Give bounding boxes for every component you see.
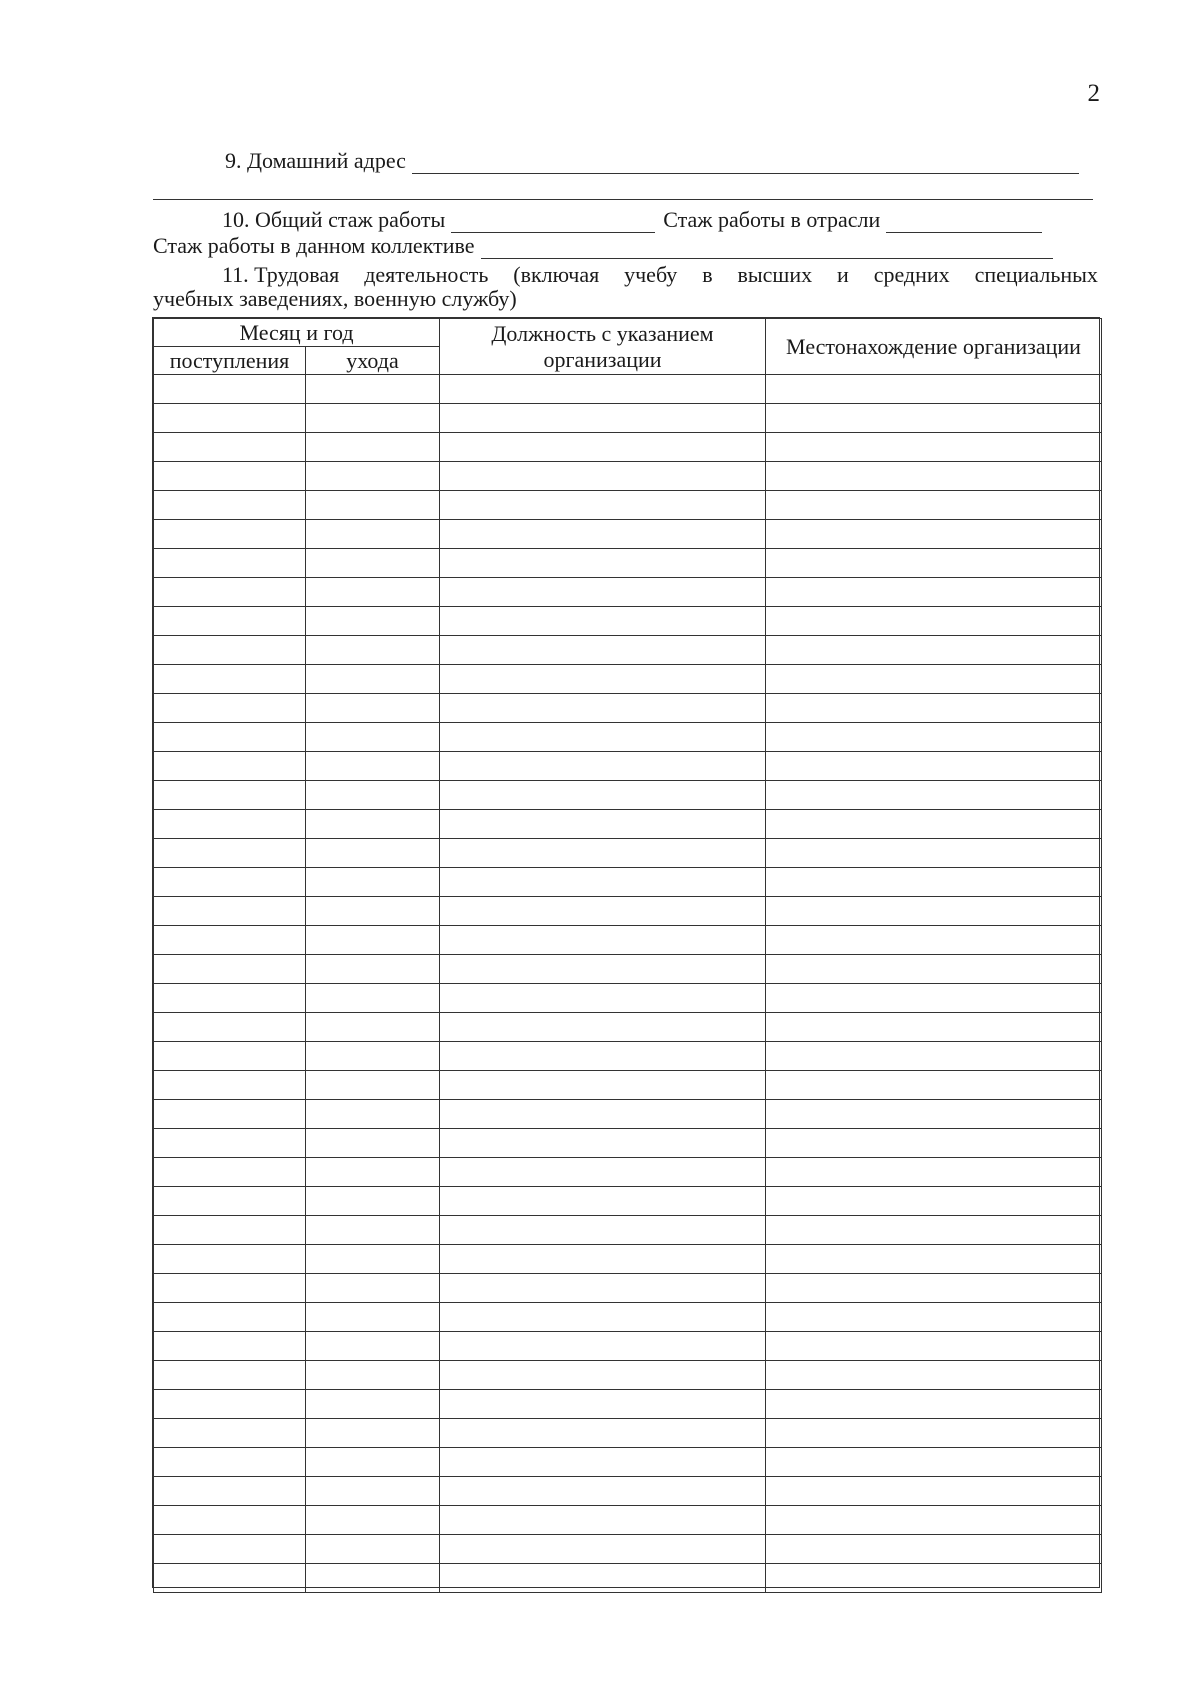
exit-date-cell[interactable] bbox=[306, 462, 440, 491]
entry-date-cell[interactable] bbox=[154, 636, 306, 665]
position-cell[interactable] bbox=[440, 1448, 766, 1477]
exit-date-cell[interactable] bbox=[306, 1013, 440, 1042]
location-cell[interactable] bbox=[766, 1303, 1102, 1332]
exit-date-cell[interactable] bbox=[306, 868, 440, 897]
position-cell[interactable] bbox=[440, 1245, 766, 1274]
table-row bbox=[154, 1042, 1102, 1071]
entry-date-cell[interactable] bbox=[154, 1274, 306, 1303]
table-row bbox=[154, 752, 1102, 781]
exit-date-cell[interactable] bbox=[306, 665, 440, 694]
entry-date-cell[interactable] bbox=[154, 781, 306, 810]
location-cell[interactable] bbox=[766, 955, 1102, 984]
exit-date-cell[interactable] bbox=[306, 926, 440, 955]
position-cell[interactable] bbox=[440, 1390, 766, 1419]
position-cell[interactable] bbox=[440, 1129, 766, 1158]
location-cell[interactable] bbox=[766, 491, 1102, 520]
header-exit: ухода bbox=[306, 347, 440, 375]
entry-date-cell[interactable] bbox=[154, 1158, 306, 1187]
home-address-label: 9. Домашний адрес bbox=[225, 148, 406, 173]
exit-date-cell[interactable] bbox=[306, 578, 440, 607]
location-cell[interactable] bbox=[766, 868, 1102, 897]
position-cell[interactable] bbox=[440, 781, 766, 810]
position-cell[interactable] bbox=[440, 1100, 766, 1129]
work-history-body bbox=[154, 375, 1102, 1593]
table-row bbox=[154, 868, 1102, 897]
page-number: 2 bbox=[1087, 80, 1100, 107]
table-row bbox=[154, 1187, 1102, 1216]
entry-date-cell[interactable] bbox=[154, 462, 306, 491]
word: 11. Трудовая bbox=[222, 262, 340, 287]
table-row bbox=[154, 520, 1102, 549]
entry-date-cell[interactable] bbox=[154, 491, 306, 520]
location-cell[interactable] bbox=[766, 404, 1102, 433]
table-row bbox=[154, 723, 1102, 752]
entry-date-cell[interactable] bbox=[154, 1448, 306, 1477]
entry-date-cell[interactable] bbox=[154, 1303, 306, 1332]
entry-date-cell[interactable] bbox=[154, 665, 306, 694]
work-history-table-container bbox=[152, 317, 1100, 1588]
position-cell[interactable] bbox=[440, 433, 766, 462]
industry-experience-label: Стаж работы в отрасли bbox=[663, 207, 881, 232]
entry-date-cell[interactable] bbox=[154, 1129, 306, 1158]
table-row bbox=[154, 607, 1102, 636]
location-cell[interactable] bbox=[766, 1042, 1102, 1071]
exit-date-cell[interactable] bbox=[306, 1042, 440, 1071]
exit-date-cell[interactable] bbox=[306, 1332, 440, 1361]
exit-date-cell[interactable] bbox=[306, 1303, 440, 1332]
position-cell[interactable] bbox=[440, 1187, 766, 1216]
exit-date-cell[interactable] bbox=[306, 1071, 440, 1100]
table-row bbox=[154, 926, 1102, 955]
location-cell[interactable] bbox=[766, 984, 1102, 1013]
table-row bbox=[154, 1158, 1102, 1187]
entry-date-cell[interactable] bbox=[154, 1506, 306, 1535]
collective-experience-field[interactable] bbox=[481, 238, 1053, 259]
location-cell[interactable] bbox=[766, 1419, 1102, 1448]
location-cell[interactable] bbox=[766, 1100, 1102, 1129]
table-row bbox=[154, 1564, 1102, 1593]
word: (включая bbox=[513, 262, 600, 287]
home-address-row bbox=[225, 148, 1079, 174]
entry-date-cell[interactable] bbox=[154, 984, 306, 1013]
entry-date-cell[interactable] bbox=[154, 1361, 306, 1390]
location-cell[interactable] bbox=[766, 1390, 1102, 1419]
table-row bbox=[154, 1361, 1102, 1390]
location-cell[interactable] bbox=[766, 723, 1102, 752]
position-cell[interactable] bbox=[440, 1477, 766, 1506]
position-cell[interactable] bbox=[440, 1013, 766, 1042]
table-row bbox=[154, 1390, 1102, 1419]
table-row bbox=[154, 1506, 1102, 1535]
location-cell[interactable] bbox=[766, 1013, 1102, 1042]
table-row bbox=[154, 549, 1102, 578]
exit-date-cell[interactable] bbox=[306, 1477, 440, 1506]
entry-date-cell[interactable] bbox=[154, 897, 306, 926]
position-cell[interactable] bbox=[440, 955, 766, 984]
exit-date-cell[interactable] bbox=[306, 1274, 440, 1303]
location-cell[interactable] bbox=[766, 578, 1102, 607]
exit-date-cell[interactable] bbox=[306, 955, 440, 984]
position-cell[interactable] bbox=[440, 462, 766, 491]
table-row bbox=[154, 1535, 1102, 1564]
entry-date-cell[interactable] bbox=[154, 1564, 306, 1593]
location-cell[interactable] bbox=[766, 549, 1102, 578]
table-row bbox=[154, 491, 1102, 520]
location-cell[interactable] bbox=[766, 926, 1102, 955]
position-cell[interactable] bbox=[440, 1506, 766, 1535]
position-cell[interactable] bbox=[440, 1071, 766, 1100]
home-address-field[interactable] bbox=[412, 153, 1079, 174]
word: специальных bbox=[974, 262, 1098, 287]
entry-date-cell[interactable] bbox=[154, 1419, 306, 1448]
table-row bbox=[154, 1129, 1102, 1158]
table-row bbox=[154, 404, 1102, 433]
table-row bbox=[154, 462, 1102, 491]
table-row bbox=[154, 636, 1102, 665]
table-row bbox=[154, 1100, 1102, 1129]
table-row bbox=[154, 984, 1102, 1013]
exit-date-cell[interactable] bbox=[306, 549, 440, 578]
location-cell[interactable] bbox=[766, 1245, 1102, 1274]
position-cell[interactable] bbox=[440, 984, 766, 1013]
exit-date-cell[interactable] bbox=[306, 752, 440, 781]
location-cell[interactable] bbox=[766, 694, 1102, 723]
table-row bbox=[154, 1303, 1102, 1332]
exit-date-cell[interactable] bbox=[306, 1448, 440, 1477]
location-cell[interactable] bbox=[766, 1361, 1102, 1390]
exit-date-cell[interactable] bbox=[306, 1506, 440, 1535]
collective-experience-row bbox=[153, 233, 1053, 259]
location-cell[interactable] bbox=[766, 1274, 1102, 1303]
location-cell[interactable] bbox=[766, 752, 1102, 781]
entry-date-cell[interactable] bbox=[154, 404, 306, 433]
position-cell[interactable] bbox=[440, 1535, 766, 1564]
position-cell[interactable] bbox=[440, 404, 766, 433]
position-cell[interactable] bbox=[440, 520, 766, 549]
word: высших bbox=[737, 262, 813, 287]
home-address-continuation-line[interactable] bbox=[153, 199, 1093, 200]
entry-date-cell[interactable] bbox=[154, 578, 306, 607]
table-row bbox=[154, 1245, 1102, 1274]
position-cell[interactable] bbox=[440, 375, 766, 404]
entry-date-cell[interactable] bbox=[154, 1187, 306, 1216]
exit-date-cell[interactable] bbox=[306, 1158, 440, 1187]
location-cell[interactable] bbox=[766, 375, 1102, 404]
labor-activity-line1 bbox=[153, 263, 1098, 287]
header-month-year: Месяц и год bbox=[154, 319, 440, 347]
entry-date-cell[interactable] bbox=[154, 839, 306, 868]
position-cell[interactable] bbox=[440, 1361, 766, 1390]
position-cell[interactable] bbox=[440, 1419, 766, 1448]
entry-date-cell[interactable] bbox=[154, 1013, 306, 1042]
industry-experience-field[interactable] bbox=[886, 212, 1042, 233]
table-row bbox=[154, 375, 1102, 404]
work-history-table bbox=[153, 318, 1102, 1593]
position-cell[interactable] bbox=[440, 491, 766, 520]
position-cell[interactable] bbox=[440, 636, 766, 665]
exit-date-cell[interactable] bbox=[306, 636, 440, 665]
location-cell[interactable] bbox=[766, 636, 1102, 665]
position-cell[interactable] bbox=[440, 1042, 766, 1071]
table-row bbox=[154, 781, 1102, 810]
entry-date-cell[interactable] bbox=[154, 1042, 306, 1071]
location-cell[interactable] bbox=[766, 1158, 1102, 1187]
location-cell[interactable] bbox=[766, 665, 1102, 694]
word: учебу bbox=[624, 262, 678, 287]
position-cell[interactable] bbox=[440, 1303, 766, 1332]
table-row bbox=[154, 1071, 1102, 1100]
header-location: Местонахождение организации bbox=[766, 319, 1102, 375]
entry-date-cell[interactable] bbox=[154, 1245, 306, 1274]
entry-date-cell[interactable] bbox=[154, 723, 306, 752]
word: средних bbox=[873, 262, 950, 287]
position-cell[interactable] bbox=[440, 549, 766, 578]
header-position: Должность с указанием организации bbox=[440, 319, 766, 375]
position-cell[interactable] bbox=[440, 810, 766, 839]
work-experience-row bbox=[222, 207, 1042, 233]
table-row bbox=[154, 839, 1102, 868]
position-cell[interactable] bbox=[440, 1564, 766, 1593]
entry-date-cell[interactable] bbox=[154, 1100, 306, 1129]
location-cell[interactable] bbox=[766, 433, 1102, 462]
entry-date-cell[interactable] bbox=[154, 549, 306, 578]
word: деятельность bbox=[364, 262, 489, 287]
entry-date-cell[interactable] bbox=[154, 810, 306, 839]
table-row bbox=[154, 1477, 1102, 1506]
entry-date-cell[interactable] bbox=[154, 1477, 306, 1506]
word: в bbox=[702, 262, 713, 287]
exit-date-cell[interactable] bbox=[306, 1100, 440, 1129]
position-cell[interactable] bbox=[440, 926, 766, 955]
labor-activity-heading bbox=[153, 263, 1098, 311]
location-cell[interactable] bbox=[766, 607, 1102, 636]
location-cell[interactable] bbox=[766, 810, 1102, 839]
position-cell[interactable] bbox=[440, 1332, 766, 1361]
table-row bbox=[154, 1419, 1102, 1448]
exit-date-cell[interactable] bbox=[306, 375, 440, 404]
location-cell[interactable] bbox=[766, 1216, 1102, 1245]
exit-date-cell[interactable] bbox=[306, 897, 440, 926]
location-cell[interactable] bbox=[766, 1448, 1102, 1477]
location-cell[interactable] bbox=[766, 1332, 1102, 1361]
exit-date-cell[interactable] bbox=[306, 520, 440, 549]
entry-date-cell[interactable] bbox=[154, 1071, 306, 1100]
location-cell[interactable] bbox=[766, 520, 1102, 549]
entry-date-cell[interactable] bbox=[154, 926, 306, 955]
exit-date-cell[interactable] bbox=[306, 1216, 440, 1245]
total-experience-label: 10. Общий стаж работы bbox=[222, 207, 446, 232]
table-row bbox=[154, 694, 1102, 723]
entry-date-cell[interactable] bbox=[154, 752, 306, 781]
position-cell[interactable] bbox=[440, 1158, 766, 1187]
position-cell[interactable] bbox=[440, 1216, 766, 1245]
table-row bbox=[154, 810, 1102, 839]
entry-date-cell[interactable] bbox=[154, 520, 306, 549]
entry-date-cell[interactable] bbox=[154, 694, 306, 723]
location-cell[interactable] bbox=[766, 781, 1102, 810]
entry-date-cell[interactable] bbox=[154, 868, 306, 897]
table-row bbox=[154, 955, 1102, 984]
entry-date-cell[interactable] bbox=[154, 607, 306, 636]
entry-date-cell[interactable] bbox=[154, 1332, 306, 1361]
exit-date-cell[interactable] bbox=[306, 723, 440, 752]
exit-date-cell[interactable] bbox=[306, 1390, 440, 1419]
exit-date-cell[interactable] bbox=[306, 694, 440, 723]
exit-date-cell[interactable] bbox=[306, 1187, 440, 1216]
exit-date-cell[interactable] bbox=[306, 491, 440, 520]
position-cell[interactable] bbox=[440, 897, 766, 926]
location-cell[interactable] bbox=[766, 1071, 1102, 1100]
table-row bbox=[154, 1274, 1102, 1303]
exit-date-cell[interactable] bbox=[306, 781, 440, 810]
position-cell[interactable] bbox=[440, 578, 766, 607]
location-cell[interactable] bbox=[766, 1506, 1102, 1535]
exit-date-cell[interactable] bbox=[306, 839, 440, 868]
location-cell[interactable] bbox=[766, 1477, 1102, 1506]
position-cell[interactable] bbox=[440, 694, 766, 723]
table-row bbox=[154, 578, 1102, 607]
total-experience-field[interactable] bbox=[451, 212, 655, 233]
location-cell[interactable] bbox=[766, 1535, 1102, 1564]
position-cell[interactable] bbox=[440, 752, 766, 781]
position-cell[interactable] bbox=[440, 1274, 766, 1303]
labor-activity-line2: учебных заведениях, военную службу) bbox=[153, 286, 517, 311]
table-row bbox=[154, 1332, 1102, 1361]
entry-date-cell[interactable] bbox=[154, 375, 306, 404]
entry-date-cell[interactable] bbox=[154, 1390, 306, 1419]
word: и bbox=[837, 262, 849, 287]
exit-date-cell[interactable] bbox=[306, 1564, 440, 1593]
table-row bbox=[154, 1013, 1102, 1042]
entry-date-cell[interactable] bbox=[154, 433, 306, 462]
exit-date-cell[interactable] bbox=[306, 404, 440, 433]
position-cell[interactable] bbox=[440, 868, 766, 897]
exit-date-cell[interactable] bbox=[306, 984, 440, 1013]
exit-date-cell[interactable] bbox=[306, 607, 440, 636]
location-cell[interactable] bbox=[766, 897, 1102, 926]
exit-date-cell[interactable] bbox=[306, 1361, 440, 1390]
location-cell[interactable] bbox=[766, 839, 1102, 868]
table-row bbox=[154, 897, 1102, 926]
exit-date-cell[interactable] bbox=[306, 1245, 440, 1274]
exit-date-cell[interactable] bbox=[306, 1535, 440, 1564]
table-row bbox=[154, 1448, 1102, 1477]
position-cell[interactable] bbox=[440, 723, 766, 752]
location-cell[interactable] bbox=[766, 1129, 1102, 1158]
collective-experience-label: Стаж работы в данном коллективе bbox=[153, 233, 475, 258]
location-cell[interactable] bbox=[766, 1187, 1102, 1216]
header-entry: поступления bbox=[154, 347, 306, 375]
table-row bbox=[154, 1216, 1102, 1245]
exit-date-cell[interactable] bbox=[306, 1419, 440, 1448]
table-row bbox=[154, 665, 1102, 694]
position-cell[interactable] bbox=[440, 665, 766, 694]
entry-date-cell[interactable] bbox=[154, 955, 306, 984]
exit-date-cell[interactable] bbox=[306, 1129, 440, 1158]
exit-date-cell[interactable] bbox=[306, 810, 440, 839]
location-cell[interactable] bbox=[766, 1564, 1102, 1593]
entry-date-cell[interactable] bbox=[154, 1216, 306, 1245]
exit-date-cell[interactable] bbox=[306, 433, 440, 462]
table-row bbox=[154, 433, 1102, 462]
position-cell[interactable] bbox=[440, 839, 766, 868]
entry-date-cell[interactable] bbox=[154, 1535, 306, 1564]
position-cell[interactable] bbox=[440, 607, 766, 636]
location-cell[interactable] bbox=[766, 462, 1102, 491]
